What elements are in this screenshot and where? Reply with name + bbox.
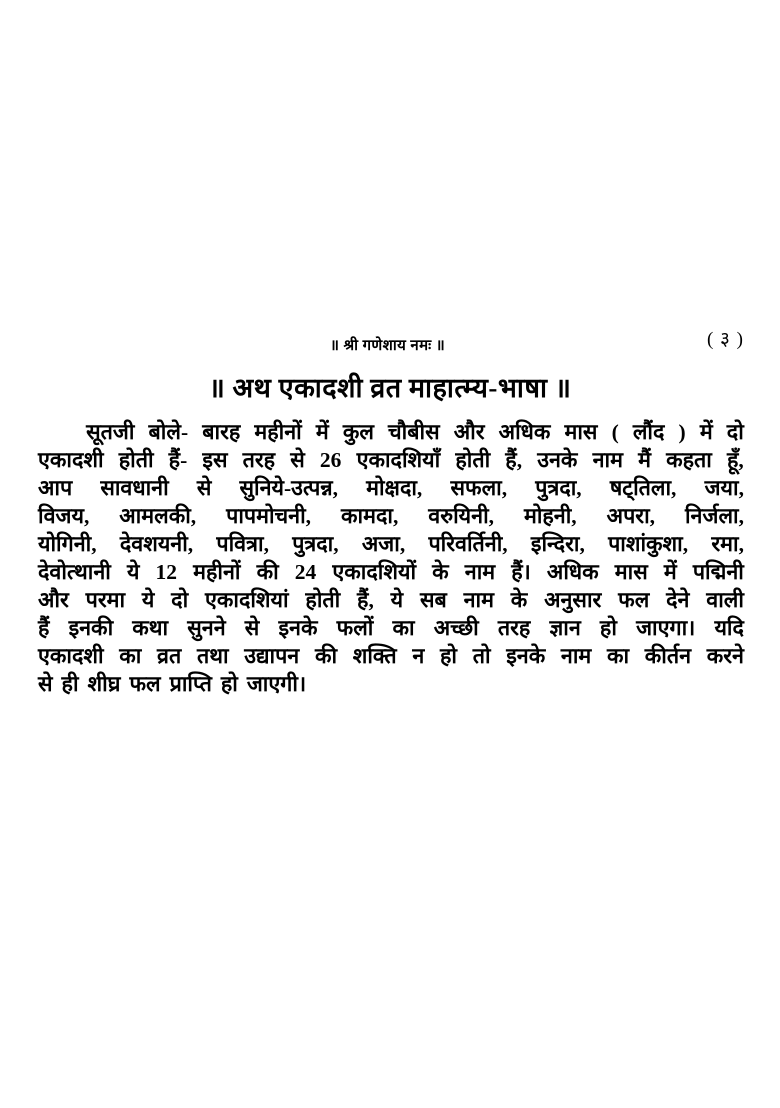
body-word: पाशांकुशा, <box>608 532 689 556</box>
body-line <box>38 618 744 646</box>
body-word: में <box>315 420 329 444</box>
body-word: कथा <box>132 616 169 640</box>
body-word: पुत्रदा, <box>535 476 582 500</box>
body-word: सब <box>419 588 447 612</box>
body-word: हो <box>599 616 617 640</box>
body-line <box>38 422 744 450</box>
body-word: कामदा, <box>341 504 399 528</box>
body-word: में <box>663 560 677 584</box>
body-line <box>38 562 744 590</box>
page-header <box>0 329 780 368</box>
body-word: जाएगी। <box>246 672 307 696</box>
body-word: से <box>290 448 305 472</box>
body-word: देवशयनी, <box>119 532 194 556</box>
body-word: तरह <box>242 448 276 472</box>
body-word: न <box>412 644 425 668</box>
body-word: का <box>606 644 630 668</box>
body-word: सुनने <box>187 616 226 640</box>
body-word: विजय, <box>38 504 90 528</box>
body-word: का <box>392 616 415 640</box>
body-word: मास <box>614 560 648 584</box>
body-word: ये <box>126 560 140 584</box>
body-word: ज्ञान <box>549 616 581 640</box>
body-word: फल <box>129 672 161 696</box>
body-word: ) <box>678 420 686 444</box>
body-word: देवोत्थानी <box>38 560 111 584</box>
body-word: निर्जला, <box>684 504 744 528</box>
body-word: महीनों <box>193 560 241 584</box>
body-word: उद्यापन <box>244 644 300 668</box>
body-word: ( <box>611 420 619 444</box>
body-word: इन्दिरा, <box>530 532 585 556</box>
body-word: सूतजी <box>86 420 135 444</box>
body-word: से <box>196 476 212 500</box>
body-word: अनुसार <box>544 588 602 612</box>
body-word: के <box>510 588 528 612</box>
body-word: एकादशियाँ <box>356 448 441 472</box>
body-word: 24 <box>294 560 317 584</box>
body-word: हो <box>220 672 238 696</box>
body-word: यदि <box>714 616 744 640</box>
body-word: प्राप्ति <box>169 672 212 696</box>
body-word: कुल <box>342 420 374 444</box>
body-word: हैं, <box>505 448 523 472</box>
body-word: जाएगा। <box>636 616 696 640</box>
body-word: वरुयिनी, <box>428 504 495 528</box>
body-word: हैं <box>38 616 50 640</box>
body-word: हैं। <box>511 560 531 584</box>
body-word: और <box>38 588 69 612</box>
body-word: इनके <box>278 616 318 640</box>
body-word: अजा, <box>361 532 406 556</box>
body-word: फलों <box>336 616 374 640</box>
body-word: अपरा, <box>606 504 656 528</box>
body-word: मोक्षदा, <box>366 476 423 500</box>
body-word: मोहनी, <box>523 504 577 528</box>
body-word: में <box>699 420 713 444</box>
body-word: नाम <box>464 560 496 584</box>
body-word: उनके <box>537 448 578 472</box>
body-word: 26 <box>319 448 342 472</box>
body-word: इनके <box>506 644 546 668</box>
body-line <box>38 674 744 702</box>
body-word: एकादशी <box>38 448 104 472</box>
body-word: बोले- <box>148 420 189 444</box>
body-word: कहता <box>666 448 712 472</box>
body-word: फल <box>618 588 650 612</box>
page-number: ( ३ ) <box>706 329 744 350</box>
body-word: चौबीस <box>388 420 440 444</box>
body-word: होती <box>305 588 341 612</box>
body-word: इनकी <box>68 616 114 640</box>
body-line <box>38 478 744 506</box>
body-word: के <box>432 560 449 584</box>
body-word: सावधानी <box>100 476 169 500</box>
body-word: एकादशियों <box>332 560 417 584</box>
body-word: महीनों <box>254 420 302 444</box>
body-word: जया, <box>704 476 744 500</box>
body-word: दो <box>726 420 744 444</box>
body-word: ही <box>61 672 79 696</box>
body-word: इस <box>202 448 228 472</box>
body-word: अधिक <box>546 560 599 584</box>
body-word: तरह <box>497 616 531 640</box>
body-word: आप <box>38 476 73 500</box>
body-word: की <box>256 560 279 584</box>
body-word: की <box>314 644 338 668</box>
body-word: शक्ति <box>352 644 397 668</box>
body-word: मैं <box>638 448 651 472</box>
body-line <box>38 506 744 534</box>
body-word: बारह <box>202 420 241 444</box>
body-word: ये <box>141 588 155 612</box>
body-word: सुनिये-उत्पन्न, <box>239 476 338 500</box>
body-word: से <box>244 616 260 640</box>
body-word: नाम <box>592 448 623 472</box>
body-word: षट्तिला, <box>609 476 677 500</box>
page-title: ॥ अथ एकादशी व्रत माहात्म्य-भाषा ॥ <box>208 373 572 403</box>
body-word: तो <box>472 644 491 668</box>
body-word: आमलकी, <box>119 504 197 528</box>
body-word: हो <box>440 644 457 668</box>
body-word: मास <box>564 420 598 444</box>
body-text <box>38 422 744 702</box>
body-word: और <box>453 420 485 444</box>
body-word: व्रत <box>157 644 182 668</box>
body-word: हैं- <box>168 448 188 472</box>
body-line <box>38 534 744 562</box>
body-word: नाम <box>463 588 494 612</box>
body-word: एकादशी <box>38 644 104 668</box>
body-word: कीर्तन <box>644 644 692 668</box>
body-word: दो <box>171 588 189 612</box>
body-word: होती <box>118 448 154 472</box>
body-word: पवित्रा, <box>216 532 269 556</box>
body-word: वाली <box>706 588 744 612</box>
body-word: नाम <box>560 644 592 668</box>
body-word: ये <box>390 588 404 612</box>
body-word: अधिक <box>498 420 551 444</box>
body-word: पापमोचनी, <box>226 504 312 528</box>
body-word: हूँ, <box>727 448 744 472</box>
body-word: का <box>119 644 142 668</box>
body-word: योगिनी, <box>38 532 97 556</box>
body-word: देने <box>666 588 690 612</box>
body-word: रमा, <box>711 532 744 556</box>
body-word: पद्मिनी <box>692 560 744 584</box>
body-word: हैं, <box>357 588 374 612</box>
invocation-line: ॥ श्री गणेशाय नमः ॥ <box>330 338 446 354</box>
body-line <box>38 450 744 478</box>
body-line <box>38 646 744 674</box>
body-word: अच्छी <box>433 616 479 640</box>
body-line <box>38 590 744 618</box>
body-word: शीघ्र <box>87 672 121 696</box>
body-word: होती <box>455 448 491 472</box>
body-word: लौंद <box>632 420 665 444</box>
body-word: परमा <box>85 588 126 612</box>
body-word: तथा <box>196 644 229 668</box>
body-word: से <box>38 672 53 696</box>
body-word: 12 <box>155 560 178 584</box>
body-word: परिवर्तिनी, <box>428 532 508 556</box>
body-word: पुत्रदा, <box>292 532 339 556</box>
body-word: एकादशियां <box>204 588 289 612</box>
body-word: करने <box>706 644 744 668</box>
body-word: सफला, <box>450 476 508 500</box>
